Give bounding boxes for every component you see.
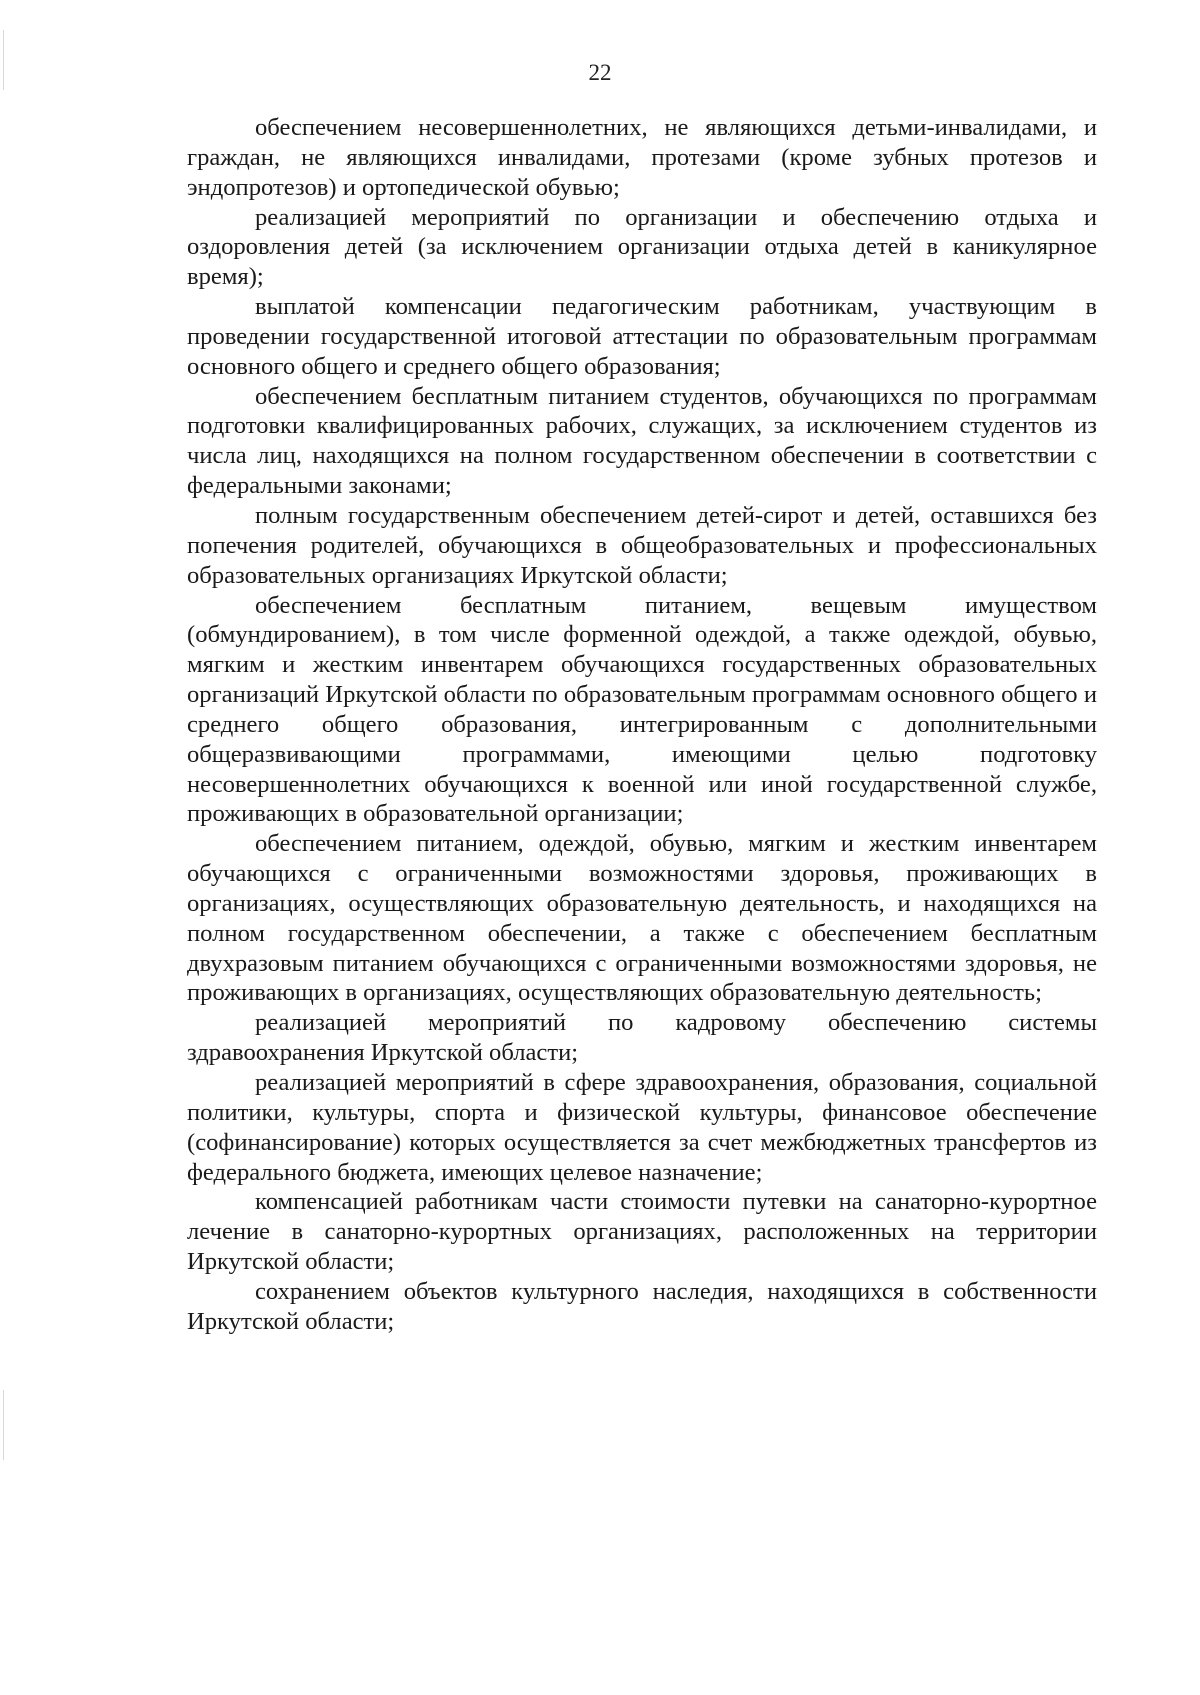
paragraph: обеспечением бесплатным питанием, вещевым имуществом (обмундированием), в том числе форменной одеждой, а также одеждой, обувью, мягким и жестким инвентарем обучающихся государственных образовательных организаций Иркутской области по образовательным программам основного общего и среднего общего образования, интегрированным с дополнительными общеразвивающими программами, имеющими целью подготовку несовершеннолетних обучающихся к военной или иной государственной службе, проживающих в образовательной организации; — [187, 591, 1097, 828]
paragraph: обеспечением бесплатным питанием студентов, обучающихся по программам подготовки квалифицированных рабочих, служащих, за исключением студентов из числа лиц, находящихся на полном государственном обеспечении в соответствии с федеральными законами; — [187, 382, 1097, 500]
paragraph: компенсацией работникам части стоимости путевки на санаторно-курортное лечение в санаторно-курортных организациях, расположенных на территории Иркутской области; — [187, 1188, 1097, 1276]
paragraph: выплатой компенсации педагогическим работникам, участвующим в проведении государственной итоговой аттестации по образовательным программам основного общего и среднего общего образования; — [187, 293, 1097, 380]
paragraph: обеспечением питанием, одеждой, обувью, мягким и жестким инвентарем обучающихся с ограниченными возможностями здоровья, проживающих в организациях, осуществляющих образовательную деятельность, и находящихся на полном государственном обеспечении, а также с обеспечением бесплатным двухразовым питанием обучающихся с ограниченными возможностями здоровья, не проживающих в организациях, осуществляющих образовательную деятельность; — [187, 830, 1097, 1007]
paragraph: сохранением объектов культурного наследия, находящихся в собственности Иркутской области; — [187, 1277, 1097, 1335]
paragraph: реализацией мероприятий по организации и обеспечению отдыха и оздоровления детей (за исключением организации отдыха детей в каникулярное время); — [187, 203, 1097, 291]
paragraph: реализацией мероприятий по кадровому обеспечению системы здравоохранения Иркутской области; — [187, 1009, 1097, 1067]
document-body — [187, 113, 1097, 1337]
page-number: 22 — [588, 60, 612, 85]
paragraph: полным государственным обеспечением детей-сирот и детей, оставшихся без попечения родителей, обучающихся в общеобразовательных и профессиональных образовательных организациях Иркутской области; — [187, 501, 1097, 589]
scan-edge-mark — [3, 1390, 4, 1460]
paragraph: обеспечением несовершеннолетних, не являющихся детьми-инвалидами, и граждан, не являющихся инвалидами, протезами (кроме зубных протезов и эндопротезов) и ортопедической обувью; — [187, 114, 1097, 201]
paragraph: реализацией мероприятий в сфере здравоохранения, образования, социальной политики, культуры, спорта и физической культуры, финансовое обеспечение (софинансирование) которых осуществляется за счет межбюджетных трансфертов из федерального бюджета, имеющих целевое назначение; — [187, 1069, 1097, 1186]
